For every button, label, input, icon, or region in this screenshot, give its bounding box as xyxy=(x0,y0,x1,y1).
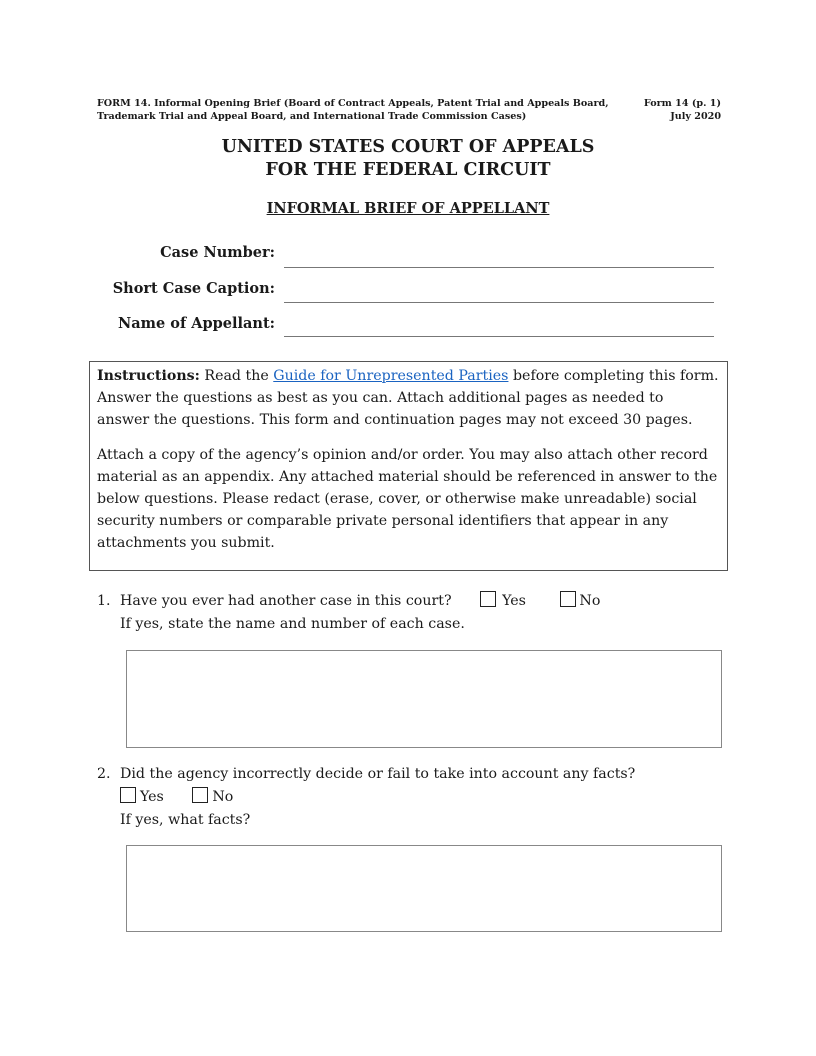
instructions-paragraph-1 xyxy=(97,365,719,431)
question-1-number: 1. xyxy=(97,593,111,609)
form-header xyxy=(97,97,721,123)
case-number-field[interactable] xyxy=(284,243,714,268)
short-caption-field[interactable] xyxy=(284,278,714,303)
question-1-answer-box[interactable] xyxy=(126,650,722,748)
question-2-no-option[interactable] xyxy=(192,786,233,809)
question-2-answer-box[interactable] xyxy=(126,845,722,932)
question-2-number: 2. xyxy=(97,766,111,782)
question-1-followup: If yes, state the name and number of each case. xyxy=(120,616,465,632)
question-2-text: Did the agency incorrectly decide or fail to take into account any facts? xyxy=(120,766,636,782)
question-2-no-label: No xyxy=(212,789,234,805)
instructions-text-after-link: before completing this form. Answer the questions as best as you can. Attach additional pages as needed to answer the questions. This form and continuation pages may not exceed 30 pages. xyxy=(97,368,719,428)
form-date: July 2020 xyxy=(670,111,721,122)
question-2-yes-option[interactable] xyxy=(120,786,164,809)
appellant-name-field[interactable] xyxy=(284,312,714,337)
form-description-line1: FORM 14. Informal Opening Brief (Board of Contract Appeals, Patent Trial and Appeals Board, xyxy=(97,98,609,109)
question-1-no-checkbox[interactable] xyxy=(560,591,576,607)
question-1-no-option[interactable] xyxy=(560,590,600,613)
brief-title: INFORMAL BRIEF OF APPELLANT xyxy=(266,200,550,217)
question-1-no-label: No xyxy=(579,593,601,609)
form-page-number: Form 14 (p. 1) xyxy=(643,98,721,109)
form-description-line2: Trademark Trial and Appeal Board, and International Trade Commission Cases) xyxy=(97,111,527,122)
question-2-no-checkbox[interactable] xyxy=(192,787,208,803)
question-1-yes-label: Yes xyxy=(502,593,526,609)
question-1-yes-option[interactable] xyxy=(480,590,526,613)
question-2-followup: If yes, what facts? xyxy=(120,812,251,828)
question-1 xyxy=(97,590,600,636)
question-2 xyxy=(97,763,635,832)
court-title xyxy=(0,136,816,182)
question-1-yes-checkbox[interactable] xyxy=(480,591,496,607)
short-caption-label: Short Case Caption: xyxy=(112,280,275,297)
question-2-yes-label: Yes xyxy=(140,789,164,805)
instructions-box xyxy=(89,361,728,571)
court-title-line1: UNITED STATES COURT OF APPEALS xyxy=(221,137,595,157)
question-2-yes-checkbox[interactable] xyxy=(120,787,136,803)
instructions-paragraph-2: Attach a copy of the agency’s opinion and/or order. You may also attach other record material as an appendix. Any attached material should be referenced in answer to the below questions. Please redact (erase, cover, or otherwise make unreadable) social security numbers or comparable private personal identifiers that appear in any attachments you submit. xyxy=(97,447,718,551)
guide-link[interactable]: Guide for Unrepresented Parties xyxy=(273,368,509,384)
court-title-line2: FOR THE FEDERAL CIRCUIT xyxy=(265,160,551,180)
instructions-heading: Instructions: xyxy=(97,368,200,384)
appellant-name-label: Name of Appellant: xyxy=(118,315,275,332)
question-1-text: Have you ever had another case in this court? xyxy=(120,593,452,609)
instructions-text-before-link: Read the xyxy=(199,368,274,384)
case-number-label: Case Number: xyxy=(160,244,275,261)
